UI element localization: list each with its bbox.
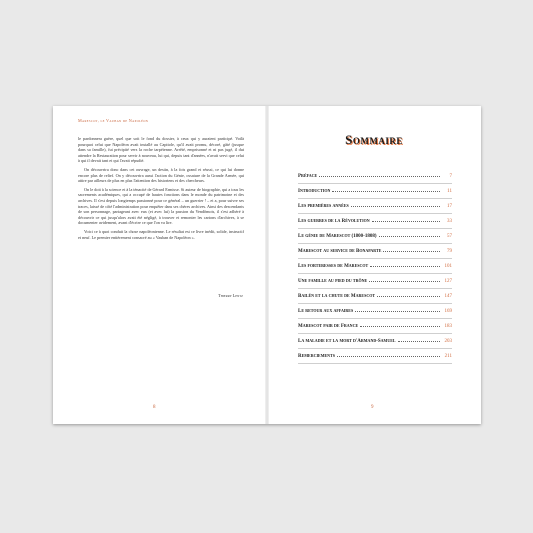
table-of-contents: [298, 171, 452, 366]
body-text: [78, 136, 244, 243]
toc-divider: [298, 198, 452, 199]
toc-entry-line: [298, 308, 452, 314]
toc-divider: [298, 243, 452, 244]
toc-entry[interactable]: [298, 201, 452, 216]
toc-divider: [298, 213, 452, 214]
toc-divider: [298, 258, 452, 259]
toc-entry-page: 183: [444, 324, 452, 329]
right-page: [267, 106, 481, 424]
toc-divider: [298, 288, 452, 289]
toc-entry-page: 203: [444, 339, 452, 344]
toc-entry-line: [298, 353, 452, 359]
toc-entry-label: La maladie et la mort d'Armand-Samuel: [298, 339, 396, 344]
toc-divider: [298, 333, 452, 334]
toc-leader-dots: [379, 233, 440, 237]
toc-entry-line: [298, 218, 452, 224]
toc-entry-page: 211: [444, 354, 452, 359]
toc-entry[interactable]: [298, 231, 452, 246]
toc-divider: [298, 318, 452, 319]
toc-title: [267, 132, 481, 148]
page-number: 9: [371, 405, 374, 410]
paragraph: On le doit à la science et à la ténacité de Gérard Ermisse. Si auteur de biographie, qui a tous les sacrements académiques, qui a occupé de hautes fonctions dans le monde du patrimoine et des archives. Il s'est depuis longtemps passionné pour ce général – un guerrier ! – et a, pour suivre ses traces, laissé de côté l'administration pour enquêter dans ses chères archives. Ainsi des descendants de son personnage, partageant avec eux (et avec lui) la passion du Vendômois, il s'est adhéré à découvrir ce qui jusqu'alors avait été négligé, à trouver et remonter les cartons d'archives, à se documenter avidement, avant d'écrire ce que l'on va lire.: [78, 186, 244, 226]
toc-entry-label: Préface: [298, 174, 318, 179]
toc-leader-dots: [355, 308, 440, 312]
author-signature: Thierry Lentz: [218, 293, 243, 298]
paragraph: le pardonnera guère, quel que soit le fond du dossier, à ceux qui y auraient participé. Voilà pourquoi celui que Napoléon avait installé au Capitole, qu'il avait promu, décoré, gâté (jusque dans sa famille), fut précipité vers la roche tarpéienne. Arrêté, emprisonné et ni pas jugé, il dut attendre la Restauration pour servir à nouveau, lui qui, depuis tant d'années, n'avait servi que celui à qui il devait tant et qui l'avait répudié.: [78, 136, 244, 164]
toc-entry[interactable]: [298, 276, 452, 291]
toc-entry-label: Remerciements: [298, 354, 335, 359]
paragraph: Voici ce à quoi conduit la chose napoléonienne. Le résultat est ce livre inédit, solide, instructif et neuf. Le premier entièrement consacré au « Vauban de Napoléon ».: [78, 228, 244, 240]
toc-entry-line: [298, 263, 452, 269]
toc-entry[interactable]: [298, 171, 452, 186]
toc-entry-page: 127: [444, 279, 452, 284]
toc-entry-line: [298, 173, 452, 179]
toc-leader-dots: [319, 173, 440, 177]
toc-entry-label: Les premières années: [298, 204, 349, 209]
toc-entry-line: [298, 278, 452, 284]
toc-leader-dots: [372, 218, 440, 222]
toc-entry[interactable]: [298, 186, 452, 201]
toc-entry-label: Les forteresses de Marescot: [298, 264, 369, 269]
toc-leader-dots: [370, 263, 440, 267]
toc-entry[interactable]: [298, 261, 452, 276]
toc-entry-page: 11: [447, 189, 452, 194]
toc-entry-label: Le génie de Marescot (1800-1808): [298, 234, 377, 239]
toc-entry[interactable]: [298, 216, 452, 231]
toc-entry-label: Marescot pair de France: [298, 324, 359, 329]
toc-entry-page: 147: [444, 294, 452, 299]
toc-entry-label: Introduction: [298, 189, 331, 194]
page-number: 8: [153, 405, 156, 410]
toc-entry-label: Bailén et la chute de Marescot: [298, 294, 375, 299]
toc-divider: [298, 273, 452, 274]
paragraph: On découvrira donc dans cet ouvrage, un destin, à la fois grand et réussi, ce qui lui donne encore plus de relief. On y découvrira aussi l'action du Génie, ossature de la Grande Armée, qui attire par ailleurs de plus en plus l'attention des historiens et des chercheurs.: [78, 166, 244, 184]
toc-divider: [298, 363, 452, 364]
toc-leader-dots: [398, 338, 440, 342]
toc-entry-line: [298, 248, 452, 254]
toc-entry[interactable]: [298, 336, 452, 351]
toc-entry-page: 17: [447, 204, 452, 209]
toc-leader-dots: [351, 203, 440, 207]
toc-entry-page: 79: [447, 249, 452, 254]
toc-leader-dots: [383, 248, 440, 252]
toc-entry-page: 169: [444, 309, 452, 314]
toc-entry-label: Marescot au service de Bonaparte: [298, 249, 382, 254]
toc-entry[interactable]: [298, 291, 452, 306]
toc-entry[interactable]: [298, 351, 452, 366]
toc-entry-page: 101: [444, 264, 452, 269]
toc-leader-dots: [337, 353, 440, 357]
toc-entry-label: Le retour aux affaires: [298, 309, 354, 314]
book-spread: [53, 106, 481, 424]
running-head: Marescot, le Vauban de Napoléon: [78, 118, 149, 123]
toc-entry-line: [298, 233, 452, 239]
toc-entry-page: 33: [447, 219, 452, 224]
toc-leader-dots: [360, 323, 440, 327]
toc-divider: [298, 303, 452, 304]
toc-divider: [298, 183, 452, 184]
toc-entry-label: Une famille au pied du trône: [298, 279, 368, 284]
toc-leader-dots: [377, 293, 440, 297]
toc-leader-dots: [332, 188, 440, 192]
toc-entry[interactable]: [298, 306, 452, 321]
toc-entry[interactable]: [298, 246, 452, 261]
left-page: [53, 106, 267, 424]
toc-entry-line: [298, 188, 452, 194]
toc-divider: [298, 348, 452, 349]
toc-leader-dots: [369, 278, 440, 282]
toc-entry-line: [298, 203, 452, 209]
toc-entry-label: Les guerres de la Révolution: [298, 219, 370, 224]
toc-entry-line: [298, 293, 452, 299]
toc-entry-line: [298, 323, 452, 329]
toc-title-text: Sommaire: [345, 132, 403, 147]
toc-entry[interactable]: [298, 321, 452, 336]
toc-entry-line: [298, 338, 452, 344]
toc-entry-page: 57: [447, 234, 452, 239]
toc-entry-page: 7: [449, 174, 452, 179]
toc-divider: [298, 228, 452, 229]
